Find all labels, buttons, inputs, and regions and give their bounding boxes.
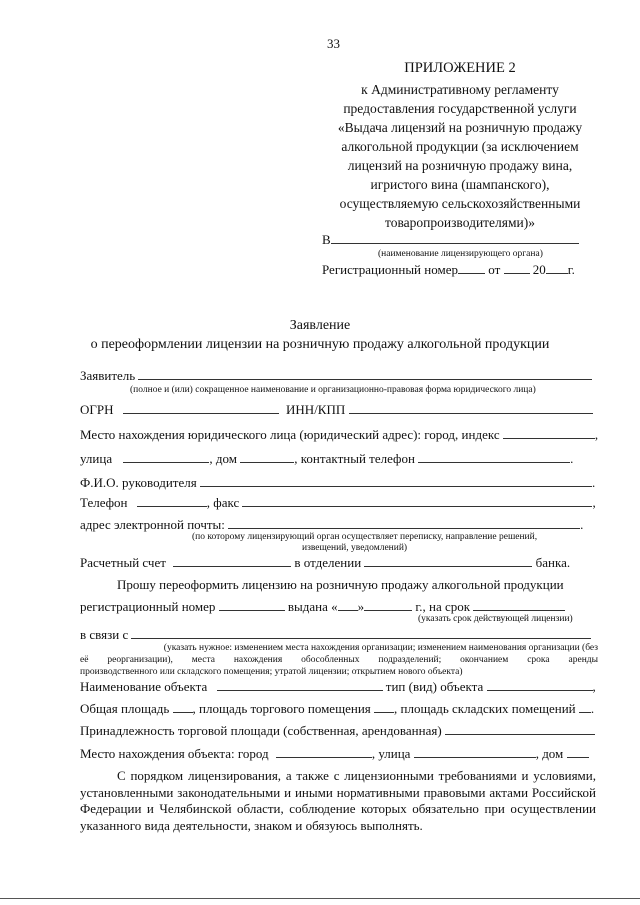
term-field[interactable]	[473, 599, 565, 611]
area-row: Общая площадь , площадь торгового помещения , площадь складских помещений .	[80, 701, 595, 716]
recipient-field[interactable]	[331, 232, 579, 244]
ogrn-field[interactable]	[123, 402, 279, 414]
license-row	[80, 599, 565, 615]
applicant-field[interactable]	[138, 368, 592, 380]
ownership-label: Принадлежность торговой площади (собственная, арендованная)	[80, 723, 442, 738]
page-number: 33	[327, 36, 340, 51]
appendix-line: алкогольной продукции (за исключением	[341, 139, 579, 154]
recipient-hint: (наименование лицензирующего органа)	[378, 249, 543, 259]
issued-label: выдана «	[287, 599, 338, 614]
location-label: Место нахождения юридического лица (юридический адрес): город, индекс	[80, 427, 500, 442]
branch-field[interactable]	[364, 555, 532, 567]
email-label: адрес электронной почты:	[80, 517, 225, 532]
reg-number-label: регистрационный номер	[80, 599, 216, 614]
due-hint-line: производственного или складского помещения; утратой лицензии; открытием нового объекта)	[80, 667, 463, 677]
license-number-field[interactable]	[219, 599, 285, 611]
phone-contact-label: , контактный телефон	[294, 451, 415, 466]
page-subtitle: о переоформлении лицензии на розничную продажу алкогольной продукции	[90, 337, 550, 352]
quote-close: »	[357, 599, 365, 614]
term-hint: (указать срок действующей лицензии)	[418, 614, 573, 624]
object-type-label: тип (вид) объекта	[385, 679, 484, 694]
applicant-hint: (полное и (или) сокращенное наименование и организационно-правовая форма юридического лица)	[130, 385, 536, 395]
due-row	[80, 627, 591, 643]
due-field[interactable]	[131, 627, 591, 639]
object-location-row	[80, 746, 589, 762]
object-city-field[interactable]	[276, 746, 372, 758]
email-field[interactable]	[228, 517, 580, 529]
phone-label: Телефон	[80, 495, 128, 510]
reg-year-prefix: 20	[532, 262, 546, 277]
appendix-block	[310, 80, 610, 232]
reg-date-field[interactable]	[504, 262, 530, 274]
email-row: адрес электронной почты: .	[80, 517, 584, 532]
ownership-row	[80, 723, 595, 739]
email-hint-2: извещений, уведомлений)	[302, 543, 408, 553]
account-label: Расчетный счет	[80, 555, 166, 570]
year-term-label: г., на срок	[415, 599, 471, 614]
ownership-field[interactable]	[445, 723, 595, 735]
fax-label: , факс	[206, 495, 240, 510]
reg-label: Регистрационный номер	[322, 262, 458, 277]
registration-line	[322, 262, 575, 278]
recipient-line	[322, 232, 579, 248]
inn-label: ИНН/КПП	[286, 402, 346, 417]
reg-number-field[interactable]	[458, 262, 485, 274]
appendix-line: осуществляемую сельскохозяйственными	[339, 196, 581, 211]
trade-area-label: , площадь торгового помещения	[192, 701, 371, 716]
location-row: Место нахождения юридического лица (юридический адрес): город, индекс ,	[80, 427, 599, 442]
inn-field[interactable]	[349, 402, 593, 414]
object-street-field[interactable]	[414, 746, 536, 758]
applicant-row	[80, 368, 592, 384]
object-name-field[interactable]	[217, 679, 383, 691]
object-location-label: Место нахождения объекта: город	[80, 746, 269, 761]
street-row: улица , дом , контактный телефон .	[80, 451, 574, 466]
applicant-label: Заявитель	[80, 368, 136, 383]
issued-month-field[interactable]	[364, 599, 412, 611]
appendix-line: игристого вина (шампанского),	[370, 177, 550, 192]
appendix-title: ПРИЛОЖЕНИЕ 2	[404, 60, 516, 76]
phone-contact-field[interactable]	[418, 451, 570, 463]
account-row	[80, 555, 570, 571]
recipient-prefix: В	[322, 232, 331, 247]
reg-year-suffix: г.	[567, 262, 575, 277]
due-label: в связи с	[80, 627, 129, 642]
ogrn-label: ОГРН	[80, 402, 114, 417]
reg-from: от	[488, 262, 501, 277]
street-field[interactable]	[123, 451, 209, 463]
head-field[interactable]	[200, 475, 592, 487]
house-field[interactable]	[240, 451, 294, 463]
due-hint	[80, 642, 598, 678]
total-area-label: Общая площадь	[80, 701, 170, 716]
object-type-field[interactable]	[487, 679, 593, 691]
bank-label: банка.	[535, 555, 571, 570]
email-hint: (по которому лицензирующий орган осуществляет переписку, направление решений,	[192, 532, 538, 542]
street-label: улица	[80, 451, 113, 466]
phone-row: Телефон , факс ,	[80, 495, 596, 510]
head-label: Ф.И.О. руководителя	[80, 475, 197, 490]
branch-label: в отделении	[294, 555, 362, 570]
appendix-line: лицензий на розничную продажу вина,	[347, 158, 573, 173]
head-row: Ф.И.О. руководителя .	[80, 475, 596, 490]
phone-field[interactable]	[137, 495, 207, 507]
due-hint-line: её реорганизации), места нахождения обособленных подразделений; окончанием срока аренды	[80, 655, 598, 665]
page-title: Заявление	[289, 318, 351, 333]
due-hint-line: (указать нужное: изменением места нахождения организации; изменением наименования организации (без	[163, 643, 598, 653]
appendix-line: «Выдача лицензий на розничную продажу	[337, 120, 583, 135]
account-field[interactable]	[173, 555, 291, 567]
bottom-rule	[0, 898, 640, 899]
reg-year-field[interactable]	[546, 262, 568, 274]
storage-area-label: , площадь складских помещений	[394, 701, 576, 716]
total-area-field[interactable]	[173, 701, 193, 713]
trade-area-field[interactable]	[374, 701, 394, 713]
object-house-field[interactable]	[567, 746, 589, 758]
request-text: Прошу переоформить лицензию на розничную продажу алкогольной продукции	[117, 577, 564, 592]
object-street-label: , улица	[371, 746, 411, 761]
appendix-line: товаропроизводителями)»	[384, 215, 536, 230]
fax-field[interactable]	[242, 495, 592, 507]
appendix-line: к Административному регламенту	[361, 82, 559, 97]
appendix-line: предоставления государственной услуги	[343, 101, 577, 116]
ogrn-row	[80, 402, 593, 418]
object-row: Наименование объекта тип (вид) объекта ,	[80, 679, 596, 694]
object-name-label: Наименование объекта	[80, 679, 208, 694]
issued-day-field[interactable]	[338, 599, 358, 611]
storage-area-field[interactable]	[579, 701, 591, 713]
index-field[interactable]	[503, 427, 595, 439]
closing-paragraph: С порядком лицензирования, а также с лицензионными требованиями и условиями, установленными законодательными и иными нормативными правовыми актами Российской Федерации и Челябинской области, соблюдение которых обязательно при осуществлении указанного вида деятельности, знаком и обязуюсь выполнять.	[80, 768, 596, 833]
house-label: , дом	[209, 451, 237, 466]
object-house-label: , дом	[535, 746, 564, 761]
